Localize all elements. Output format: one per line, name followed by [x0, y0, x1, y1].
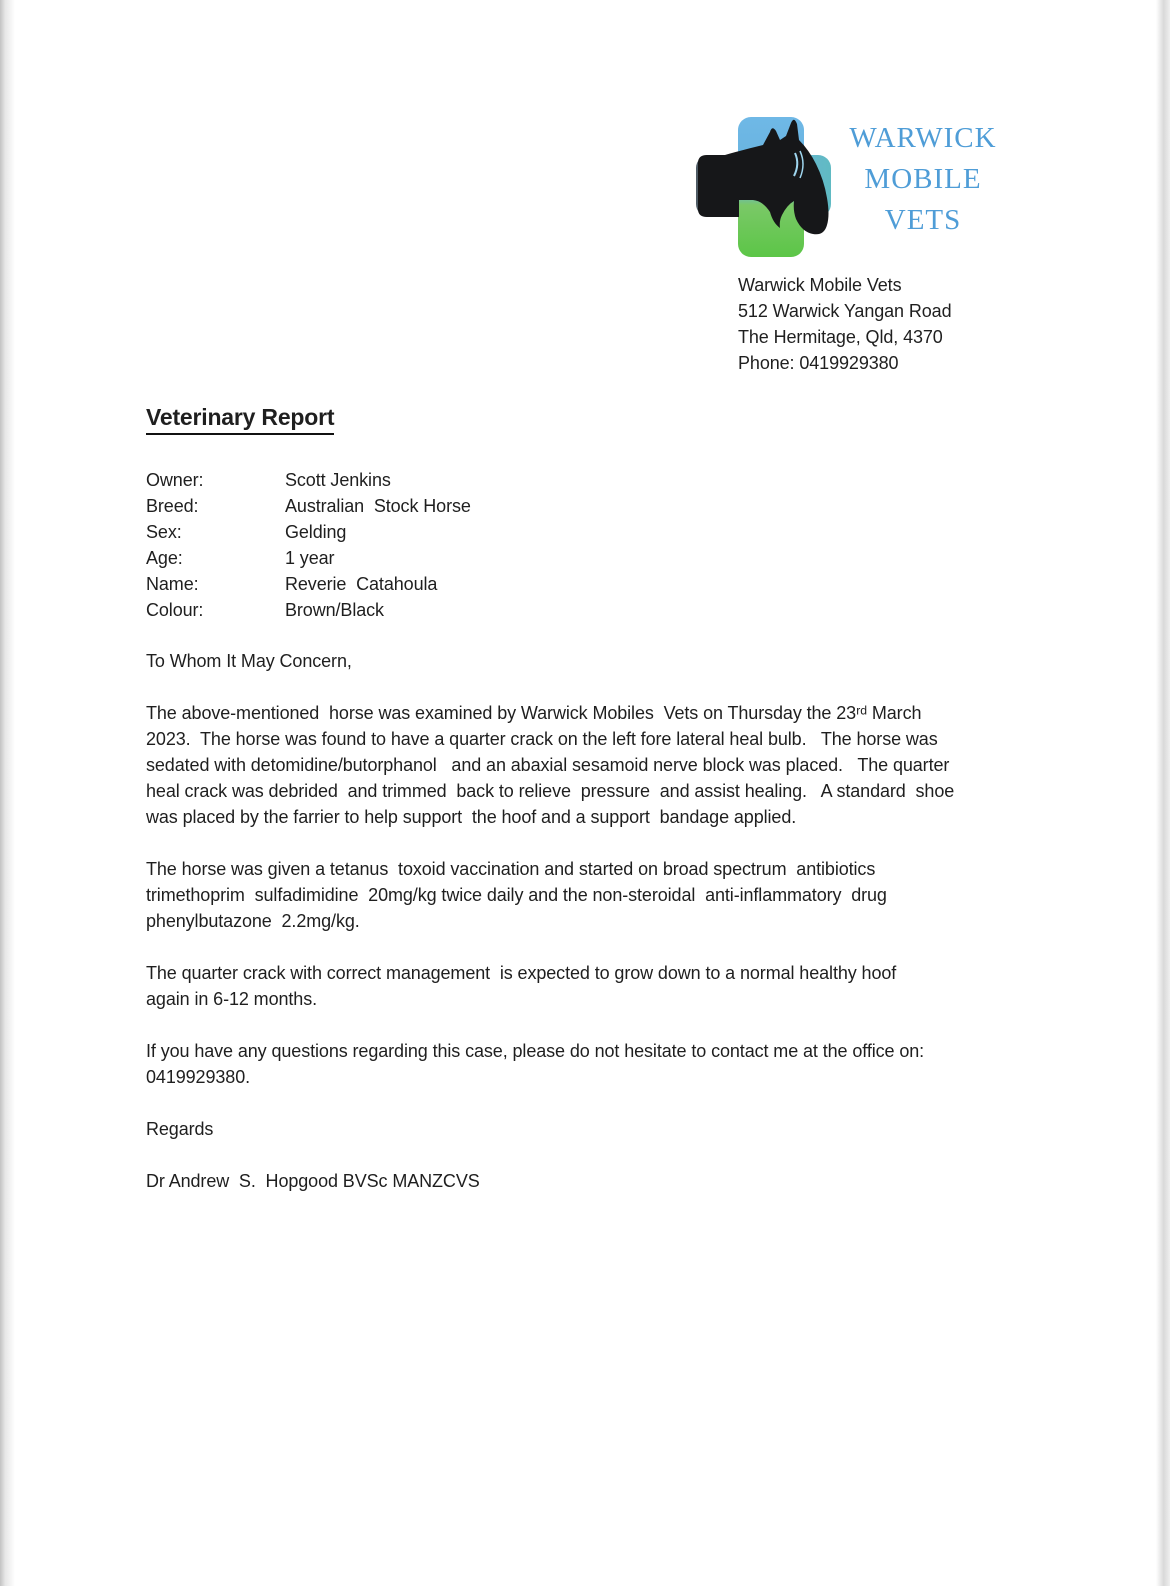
paragraph-contact: [146, 1038, 1012, 1090]
paragraph-line: phenylbutazone 2.2mg/kg.: [146, 911, 360, 931]
page-left-edge-shadow: [0, 0, 15, 1586]
paragraph-line: The horse was given a tetanus toxoid vaccination and started on broad spectrum antibiotics: [146, 859, 876, 879]
paragraph-examination: [146, 700, 1012, 830]
brand-name: [833, 106, 1013, 241]
paragraph-treatment: [146, 856, 1012, 934]
detail-value: Gelding: [285, 522, 347, 542]
detail-row: [146, 571, 1012, 597]
closing: Regards: [146, 1119, 214, 1139]
paragraph-line: 2023. The horse was found to have a quarter crack on the left fore lateral heal bulb. The horse was: [146, 729, 938, 749]
patient-details-table: [146, 467, 1012, 623]
detail-label: Breed:: [146, 496, 199, 516]
paragraph-line: trimethoprim sulfadimidine 20mg/kg twice daily and the non-steroidal anti-inflammatory drug: [146, 885, 887, 905]
clinic-logo: [683, 106, 1013, 258]
paragraph-line: If you have any questions regarding this case, please do not hesitate to contact me at the office on:: [146, 1041, 925, 1061]
brand-line: WARWICK: [849, 122, 997, 154]
report-body: [146, 402, 1012, 1194]
paragraph-line: The quarter crack with correct management is expected to grow down to a normal healthy hoof: [146, 963, 897, 983]
clinic-street: 512 Warwick Yangan Road: [738, 301, 952, 321]
clinic-name: Warwick Mobile Vets: [738, 275, 902, 295]
detail-value: Scott Jenkins: [285, 470, 391, 490]
detail-row: [146, 493, 1012, 519]
detail-value: 1 year: [285, 548, 335, 568]
detail-label: Owner:: [146, 470, 204, 490]
detail-row: [146, 545, 1012, 571]
detail-label: Sex:: [146, 522, 182, 542]
detail-value: Brown/Black: [285, 600, 384, 620]
paragraph-line: The above-mentioned horse was examined by Warwick Mobiles Vets on Thursday the 23ʳᵈ March: [146, 703, 922, 723]
clinic-city: The Hermitage, Qld, 4370: [738, 327, 943, 347]
detail-label: Name:: [146, 574, 199, 594]
paragraph-line: heal crack was debrided and trimmed back to relieve pressure and assist healing. A standard shoe: [146, 781, 955, 801]
medical-cross-horse-icon: [683, 106, 833, 258]
detail-row: [146, 467, 1012, 493]
clinic-contact-block: [738, 272, 952, 376]
detail-label: Colour:: [146, 600, 204, 620]
brand-line: VETS: [884, 204, 962, 236]
clinic-phone: Phone: 0419929380: [738, 353, 899, 373]
detail-value: Australian Stock Horse: [285, 496, 471, 516]
detail-label: Age:: [146, 548, 183, 568]
signature: Dr Andrew S. Hopgood BVSc MANZCVS: [146, 1171, 480, 1191]
report-title: Veterinary Report: [146, 402, 1012, 435]
paragraph-line: was placed by the farrier to help support the hoof and a support bandage applied.: [146, 807, 797, 827]
page-right-edge-shadow: [1156, 0, 1170, 1586]
brand-line: MOBILE: [864, 163, 982, 195]
salutation: To Whom It May Concern,: [146, 651, 352, 671]
paragraph-prognosis: [146, 960, 1012, 1012]
paragraph-line: 0419929380.: [146, 1067, 251, 1087]
detail-row: [146, 519, 1012, 545]
detail-value: Reverie Catahoula: [285, 574, 438, 594]
paragraph-line: sedated with detomidine/butorphanol and an abaxial sesamoid nerve block was placed. The quarter: [146, 755, 950, 775]
paragraph-line: again in 6-12 months.: [146, 989, 318, 1009]
detail-row: [146, 597, 1012, 623]
